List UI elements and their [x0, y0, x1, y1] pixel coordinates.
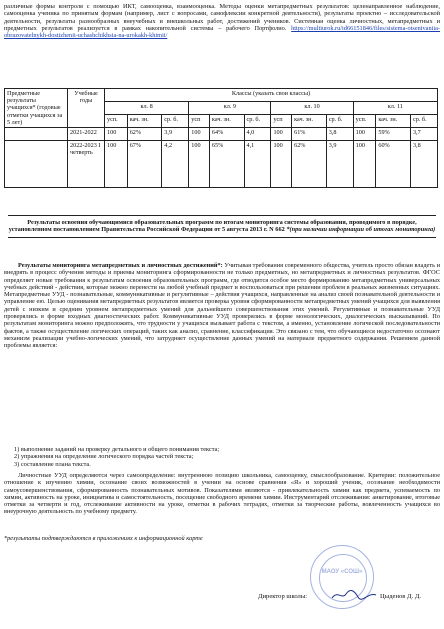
value-cell: 3,8	[410, 141, 437, 188]
col-classes-header: Классы (указать свои классы)	[231, 90, 311, 97]
metric-header: ср. б.	[244, 115, 271, 128]
value-cell: 59%	[376, 128, 411, 141]
value-cell: 3,8	[326, 128, 353, 141]
intro-text: различные формы контроля с помощью ИКТ, самооценка, взаимооценка. Методы оценки метапредметных результатов: целенаправленное наблюдение, самооценка ученика по принятым формам (например, лист с вопросами, самофлексии конкретной деятельности), результаты проектно – исследовательской деятельности, результаты разнообразных внеучебных и внешкольных работ, достижений учеников. Системная оценка личностных, метапредметных и предметных результатов реализуется в рамках накопительной системы – рабочего Портфолио.	[4, 3, 440, 32]
value-cell: 61%	[292, 128, 327, 141]
grade-9-label: кл. 9	[223, 103, 236, 110]
metric-header: кач. зн.	[376, 115, 411, 128]
metric-header: усп.	[105, 115, 128, 128]
grade-8-label: кл. 8	[140, 103, 153, 110]
value-cell: 3,9	[326, 141, 353, 188]
value-cell: 100	[189, 141, 210, 188]
value-cell: 100	[271, 141, 292, 188]
metric-header: усп	[271, 115, 292, 128]
list-item: 2) упражнения на определение логического порядка частей текста;	[14, 453, 194, 461]
director-name: Цыденов Д. Д.	[380, 593, 422, 600]
year-cell: 2022-2023 I четверть	[68, 141, 105, 188]
metric-header: кач. зн.	[209, 115, 244, 128]
monitoring-text: Результаты освоения обучающимися образовательных программ по итогам мониторинга системы образования, проводимого в порядке, установленном постановлением Правительства Российской Федерации от 5 августа 2013 г. N 662	[8, 219, 417, 234]
value-cell: 100	[353, 128, 376, 141]
personal-text: Личностные УУД определяются через самоопределение: внутреннюю позицию школьника, самооценку, смыслообразование. Критерии: положительное отношение к изучению химии, осознание своих возможностей в учении на основе сравнения «Я» и хороший ученик, осознание необходимости самоусовершенствования, сформированность познавательных мотивов. Показателями являются - привлекательность химии как предмета, успеваемость по химии, активность на уроке, инициатива и самостоятельность, посещение свободного времени химии. Инструментарий отслеживания: анкетирование, итоговые отметки за четверти и год, отслеживание активности на уроке, отметки в рабочих тетрадях, отметки за творческие работы, вовлеченность учащихся во внеурочную деятельность по учебному предмету.	[4, 472, 440, 516]
metric-header: кач. зн.	[127, 115, 162, 128]
intro-link[interactable]: https://multiurok.ru/id66151846/files/sistema-otsenivaniia-obrazovatelnykh-dostizhenii-uchashchikhsia-na-urokakh-khimii/	[4, 24, 440, 40]
value-cell: 3,9	[162, 128, 189, 141]
metric-header: ср. б.	[162, 115, 189, 128]
metasubject-text: Учитывая требования современного общества, учитель просто обязан владеть и внедрять в процесс обучения методы и приемы мониторинга сформированности не только предметных, но метапредметных и личностных результатов. ФГОС определяет новые требования к результатам освоения образовательных программ, где отводится особое место формированию метапредметных универсальных учебных действий - действия, которые можно перенести на любой учебный предмет и воспользоваться при решении проблем в реальных жизненных ситуациях. Метапредметные УУД - познавательные, коммуникативные и регулятивные – действия учащихся, направленные на анализ своей познавательной деятельности и управление ею. Целью оценивания метапредметных результатов является проверка уровня сформированности метапредметных умений учащихся для выявления детей с низким и средним уровнем метапредметных умений для дальнейшего совершенствования этих умений. Регулятивные и познавательные УУД проверялись в форме входных диагностических работ. Коммуникативные УУД проверялись в форме монологических, диалогических высказываний. По результатам мониторинга можно предположить, что трудности у учащихся вызывает работа с текстом, а именно, установление логической последовательности фактов, а также осуществление логических операций, таких как анализ, сравнение, классификация. Это связано с тем, что обучающиеся недостаточно осознают механизм реализации учебно-логических умений, что затрудняет осуществление данных умений на материале предметного содержания. Решением данной проблемы является:	[4, 262, 440, 350]
grade-10-label: кл. 10	[304, 103, 320, 110]
monitoring-section	[8, 215, 436, 238]
results-table	[4, 88, 438, 188]
value-cell: 4,2	[162, 141, 189, 188]
stamp-text: МАОУ «СОШ»	[321, 569, 363, 575]
value-cell: 65%	[209, 141, 244, 188]
grade-11-label: кл. 11	[387, 103, 403, 110]
value-cell: 100	[105, 141, 128, 188]
metasubject-title: Результаты мониторинга метапредметных и личностных достижений*:	[18, 262, 225, 269]
value-cell: 100	[353, 141, 376, 188]
metasubject-section	[4, 262, 440, 350]
value-cell: 4,0	[244, 128, 271, 141]
value-cell: 100	[271, 128, 292, 141]
value-cell: 100	[189, 128, 210, 141]
metric-header: ср. б.	[326, 115, 353, 128]
list-item: 1) выполнение заданий на проверку детального и общего понимания текста;	[14, 446, 220, 453]
year-cell: 2021-2022	[68, 128, 105, 141]
list-item: 3) составление плана текста.	[14, 460, 91, 468]
value-cell: 60%	[376, 141, 411, 188]
director-label: Директор школы:	[258, 593, 308, 600]
value-cell: 100	[105, 128, 128, 141]
metric-header: кач. зн.	[292, 115, 327, 128]
value-cell: 3,7	[410, 128, 437, 141]
table-row	[5, 141, 438, 188]
col-year-header: Учебные годы	[74, 90, 98, 105]
metric-header: ср. б.	[410, 115, 437, 128]
metric-header: усп.	[353, 115, 376, 128]
intro-paragraph	[4, 3, 440, 39]
value-cell: 62%	[127, 128, 162, 141]
value-cell: 67%	[127, 141, 162, 188]
value-cell: 4,1	[244, 141, 271, 188]
value-cell: 64%	[209, 128, 244, 141]
solutions-list	[4, 446, 440, 468]
monitoring-note: *(при наличии информации об итогах мониторинга)	[286, 226, 436, 234]
table-row	[5, 128, 438, 141]
col-subject-header: Предметные результаты учащихся* (годовые отметки учащихся за 5 лет)	[7, 90, 63, 126]
signature	[330, 588, 378, 602]
personal-section	[4, 472, 440, 516]
metric-header: усп	[189, 115, 210, 128]
footnote: *результаты подтверждаются в приложениях к информационной карте	[4, 535, 203, 542]
value-cell: 62%	[292, 141, 327, 188]
